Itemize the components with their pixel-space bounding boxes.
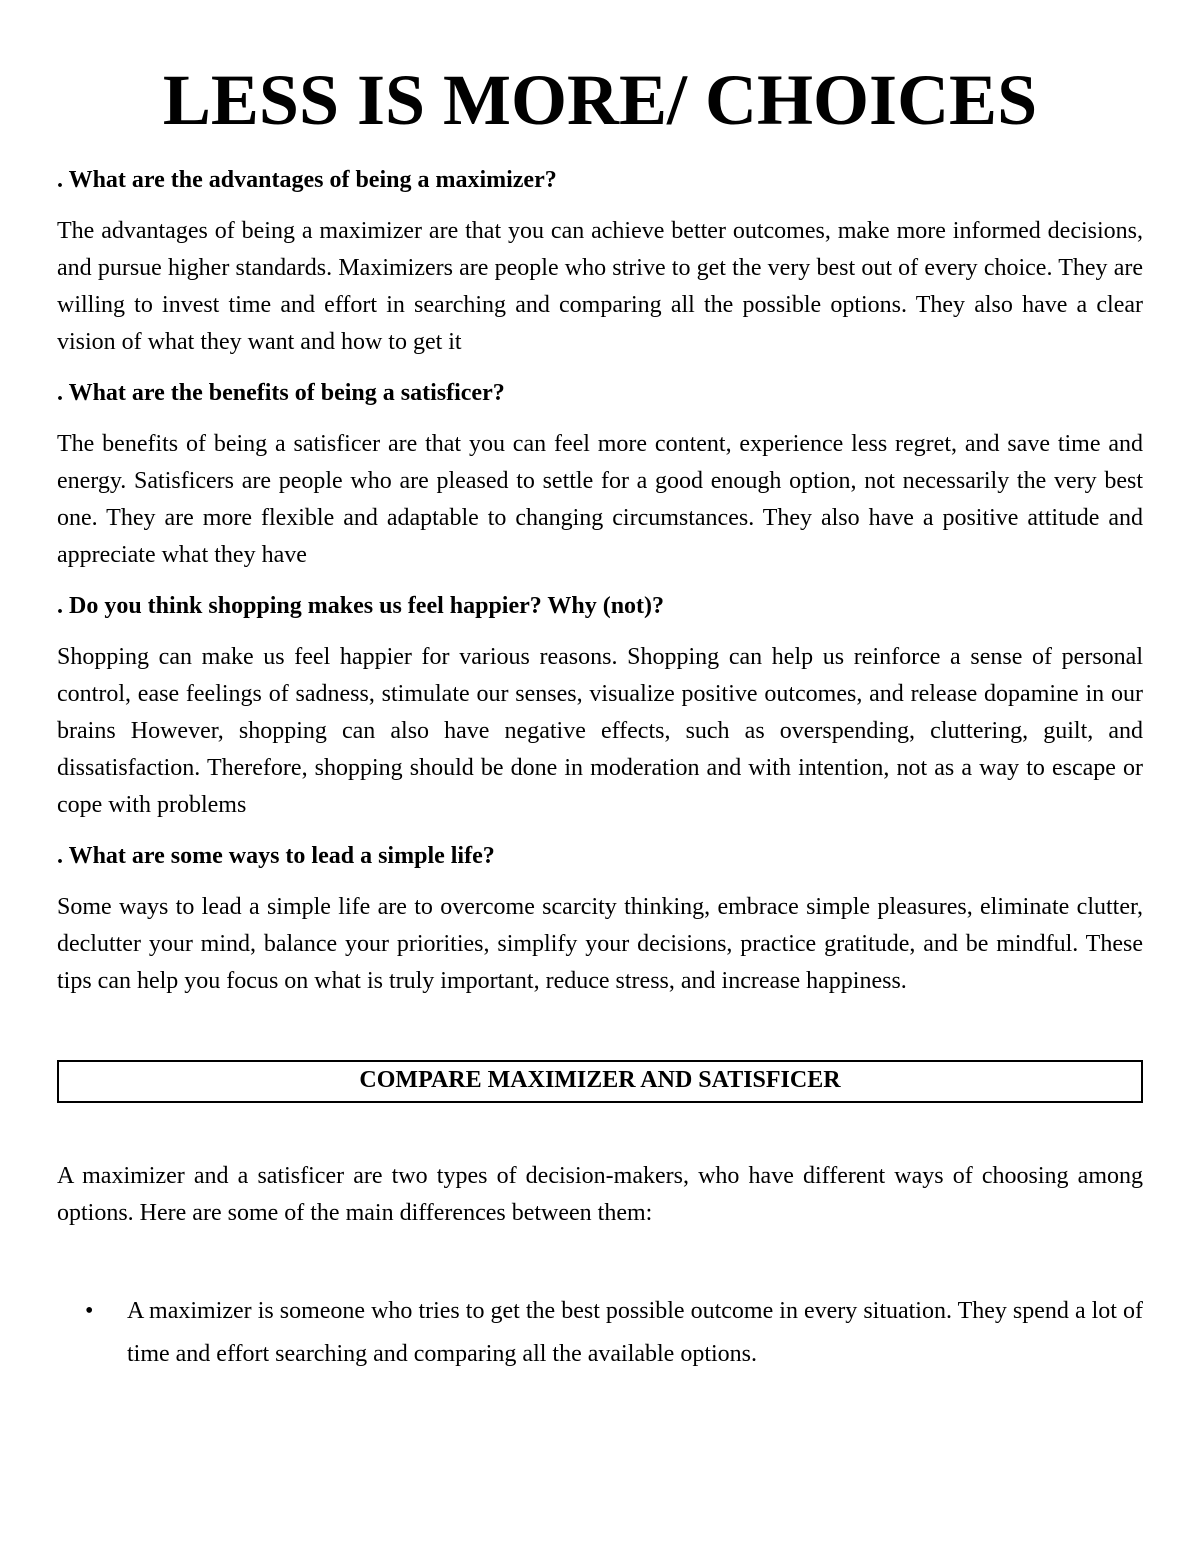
qa-section-simple-life xyxy=(57,838,1143,1000)
bullet-icon: • xyxy=(85,1298,94,1324)
qa-section-satisficer-benefits xyxy=(57,375,1143,574)
question-heading: . What are some ways to lead a simple life? xyxy=(57,843,495,869)
question-heading: . What are the benefits of being a satisficer? xyxy=(57,380,505,406)
question-heading: . What are the advantages of being a maximizer? xyxy=(57,167,557,193)
answer-paragraph: Some ways to lead a simple life are to overcome scarcity thinking, embrace simple pleasures, eliminate clutter, declutter your mind, balance your priorities, simplify your decisions, practice gratitude, and be mindful. These tips can help you focus on what is truly important, reduce stress, and increase happiness. xyxy=(57,894,1143,994)
compare-box xyxy=(57,1060,1143,1103)
page-title: LESS IS MORE/ CHOICES xyxy=(162,60,1038,140)
bullet-text: A maximizer is someone who tries to get the best possible outcome in every situation. They spend a lot of time and effort searching and comparing all the available options. xyxy=(127,1298,1143,1367)
bullet-item xyxy=(57,1290,1143,1376)
qa-section-shopping-happiness xyxy=(57,588,1143,824)
bullet-list xyxy=(57,1290,1143,1376)
question-heading: . Do you think shopping makes us feel happier? Why (not)? xyxy=(57,593,665,619)
answer-paragraph: The benefits of being a satisficer are that you can feel more content, experience less regret, and save time and energy. Satisficers are people who are pleased to settle for a good enough option, not necessarily the very best one. They are more flexible and adaptable to changing circumstances. They also have a positive attitude and appreciate what they have xyxy=(57,431,1143,568)
compare-box-title: COMPARE MAXIMIZER AND SATISFICER xyxy=(359,1067,841,1093)
answer-paragraph: The advantages of being a maximizer are that you can achieve better outcomes, make more informed decisions, and pursue higher standards. Maximizers are people who strive to get the very best out of every choice. They are willing to invest time and effort in searching and comparing all the possible options. They also have a clear vision of what they want and how to get it xyxy=(57,218,1143,355)
compare-intro-paragraph: A maximizer and a satisficer are two types of decision-makers, who have different ways of choosing among options. Here are some of the main differences between them: xyxy=(57,1163,1143,1226)
qa-section-maximizer-advantages xyxy=(57,162,1143,361)
answer-paragraph: Shopping can make us feel happier for various reasons. Shopping can help us reinforce a sense of personal control, ease feelings of sadness, stimulate our senses, visualize positive outcomes, and release dopamine in our brains However, shopping can also have negative effects, such as overspending, cluttering, guilt, and dissatisfaction. Therefore, shopping should be done in moderation and with intention, not as a way to escape or cope with problems xyxy=(57,644,1143,818)
